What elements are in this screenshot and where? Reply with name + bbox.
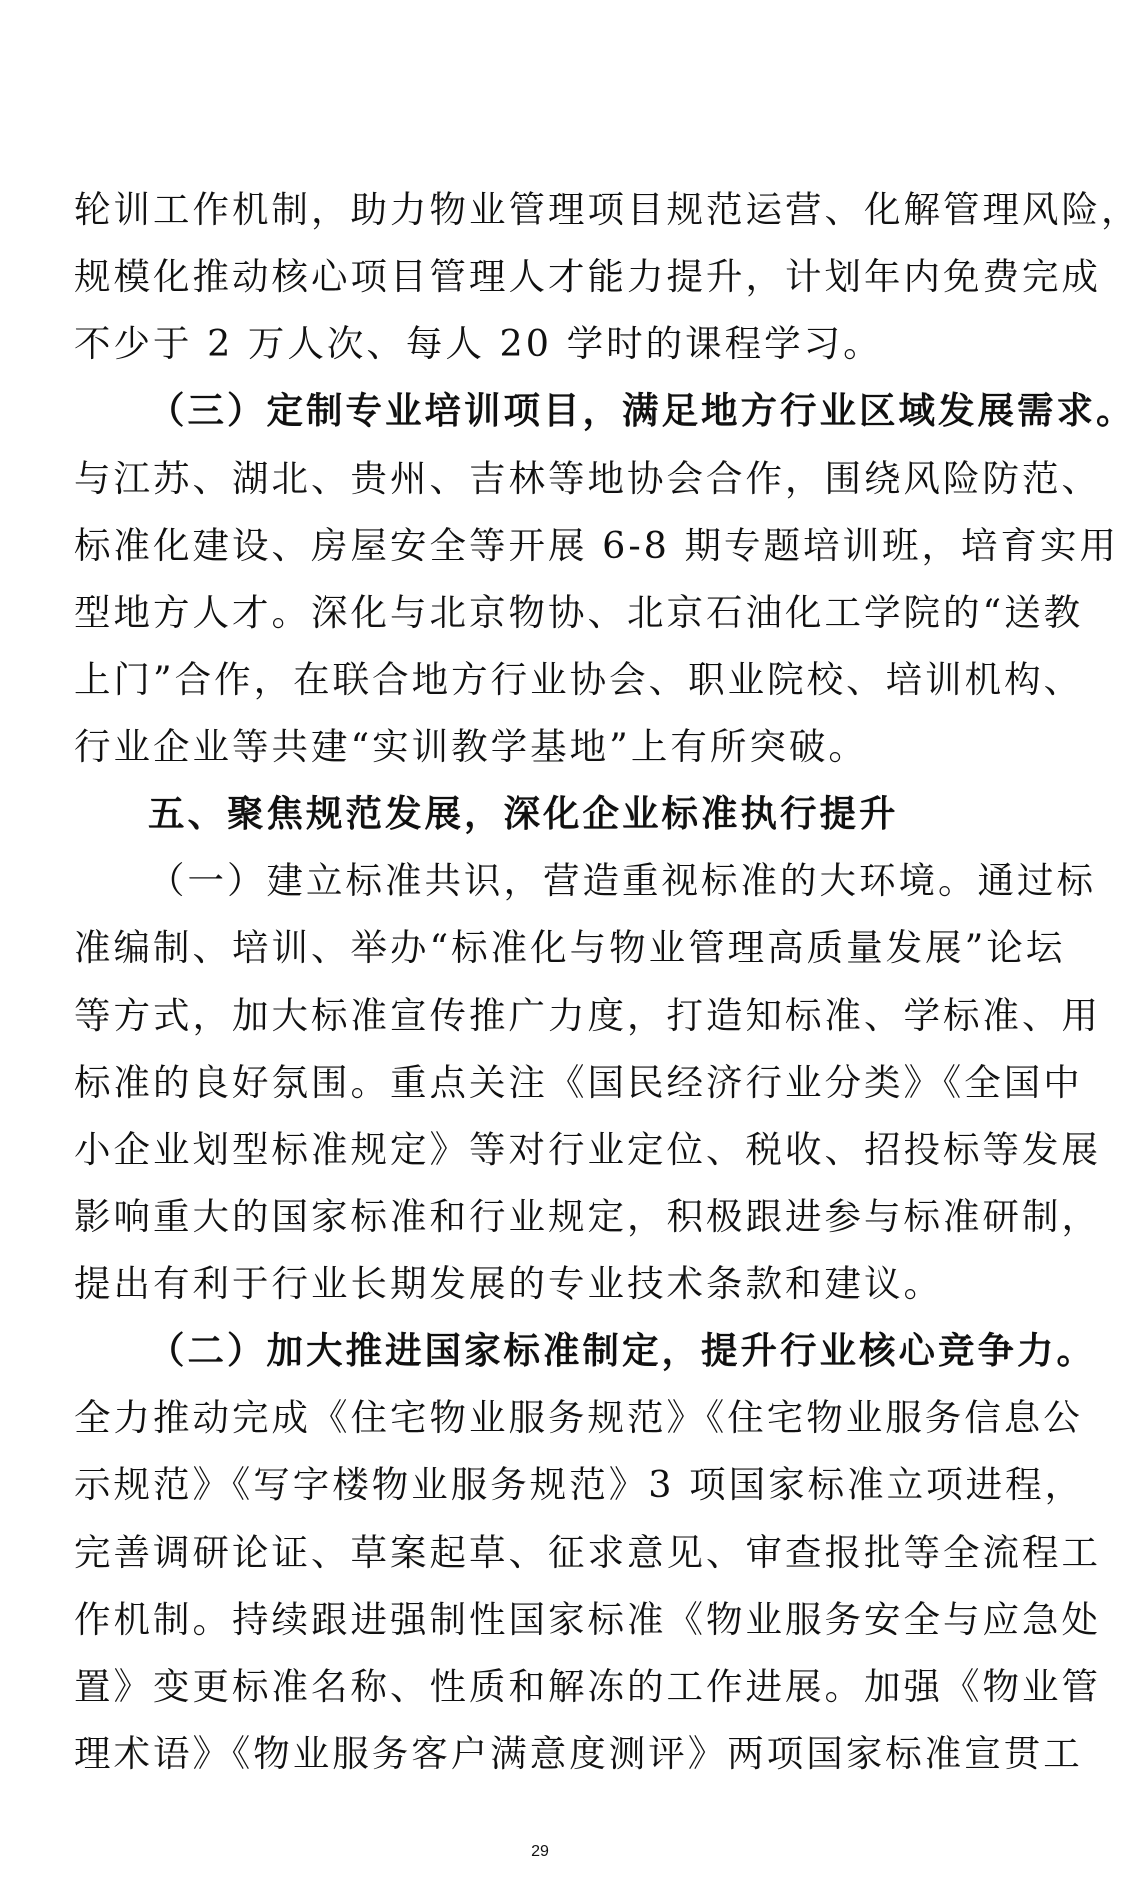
body-text-line: 型地方人才。深化与北京物协、北京石油化工学院的“送教 [74, 591, 1084, 634]
subsection-heading-line: （三）定制专业培训项目，满足地方行业区域发展需求。 [148, 389, 1136, 432]
body-text-line: 行业企业等共建“实训教学基地”上有所突破。 [74, 725, 868, 768]
body-text-line: 完善调研论证、草案起草、征求意见、审查报批等全流程工 [74, 1531, 1101, 1574]
subsection-heading-line: （一）建立标准共识，营造重视标准的大环境。通过标 [148, 859, 1096, 902]
body-text-line: 置》变更标准名称、性质和解冻的工作进展。加强《物业管 [74, 1665, 1101, 1708]
body-text-line: 准编制、培训、举办“标准化与物业管理高质量发展”论坛 [74, 926, 1066, 969]
body-text-line: 规模化推动核心项目管理人才能力提升，计划年内免费完成 [74, 255, 1101, 298]
body-text-line: 等方式，加大标准宣传推广力度，打造知标准、学标准、用 [74, 994, 1101, 1037]
section-heading: 五、聚焦规范发展，深化企业标准执行提升 [148, 792, 899, 835]
body-text-line: 全力推动完成《住宅物业服务规范》《住宅物业服务信息公 [74, 1396, 1083, 1439]
body-text-line: 影响重大的国家标准和行业规定，积极跟进参与标准研制， [74, 1195, 1101, 1238]
body-text-line: 不少于 2 万人次、每人 20 学时的课程学习。 [74, 322, 883, 365]
body-text-line: 作机制。持续跟进强制性国家标准《物业服务安全与应急处 [74, 1598, 1101, 1641]
body-text-line: 小企业划型标准规定》等对行业定位、税收、招投标等发展 [74, 1128, 1101, 1171]
subsection-heading-line: （二）加大推进国家标准制定，提升行业核心竞争力。 [148, 1329, 1096, 1372]
body-text-line: 与江苏、湖北、贵州、吉林等地协会合作，围绕风险防范、 [74, 457, 1101, 500]
body-text-line: 标准化建设、房屋安全等开展 6-8 期专题培训班，培育实用 [74, 524, 1119, 567]
page-number: 29 [531, 1843, 549, 1860]
body-text-line: 轮训工作机制，助力物业管理项目规范运营、化解管理风险， [74, 188, 1141, 231]
body-text-line: 上门”合作，在联合地方行业协会、职业院校、培训机构、 [74, 658, 1084, 701]
body-text-line: 标准的良好氛围。重点关注《国民经济行业分类》《全国中 [74, 1061, 1083, 1104]
body-text-line: 示规范》《写字楼物业服务规范》3 项国家标准立项进程， [74, 1463, 1085, 1506]
body-text-line: 提出有利于行业长期发展的专业技术条款和建议。 [74, 1262, 943, 1305]
body-text-line: 理术语》《物业服务客户满意度测评》两项国家标准宣贯工 [74, 1732, 1083, 1775]
